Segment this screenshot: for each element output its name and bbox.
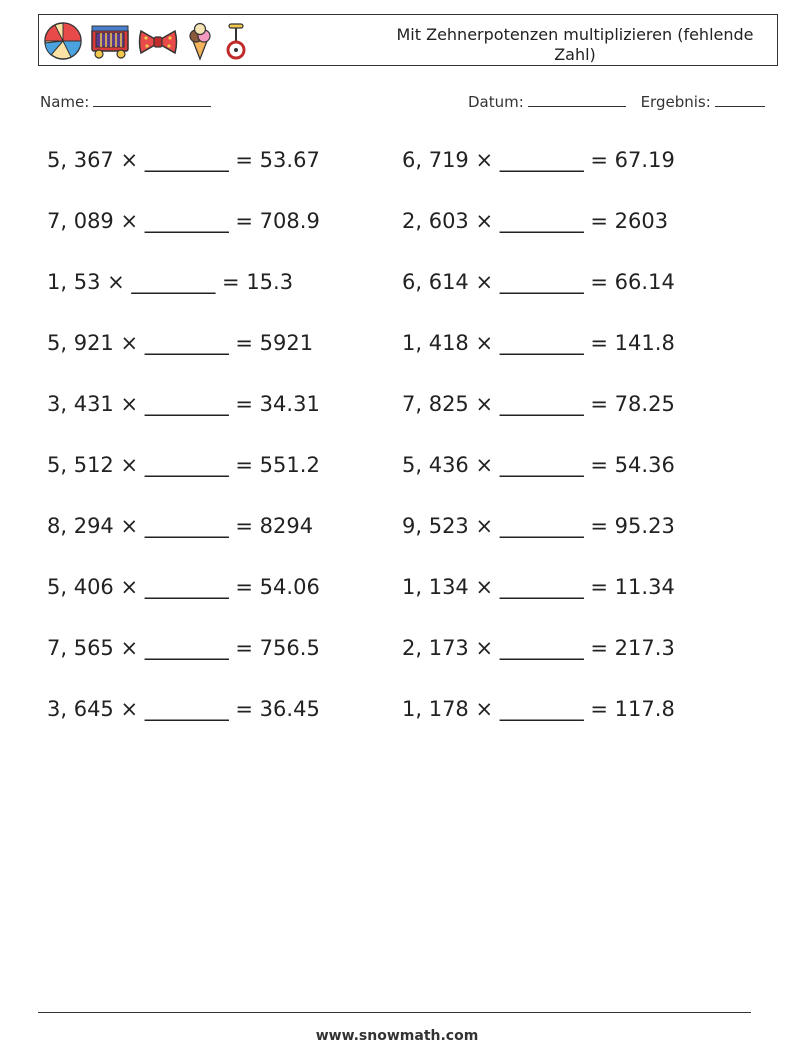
problem-row (0, 323, 794, 384)
problem: 7, 825 × ________ = 78.25 (402, 392, 675, 416)
problem: 1, 178 × ________ = 117.8 (402, 697, 675, 721)
problem-row (0, 262, 794, 323)
problem: 6, 614 × ________ = 66.14 (402, 270, 675, 294)
problem: 5, 512 × ________ = 551.2 (47, 453, 320, 477)
circus-wagon-icon (89, 21, 131, 61)
date-label: Datum: (468, 93, 524, 111)
problem: 5, 921 × ________ = 5921 (47, 331, 314, 355)
problem-row (0, 567, 794, 628)
problem: 3, 431 × ________ = 34.31 (47, 392, 320, 416)
unicycle-icon (221, 21, 251, 61)
problem: 3, 645 × ________ = 36.45 (47, 697, 320, 721)
problem-row (0, 384, 794, 445)
footer-divider (38, 1012, 751, 1013)
result-label: Ergebnis: (640, 93, 711, 111)
problem: 1, 134 × ________ = 11.34 (402, 575, 675, 599)
name-field (40, 92, 211, 111)
problem-row (0, 628, 794, 689)
footer-url: www.snowmath.com (315, 1028, 479, 1044)
beach-ball-icon (43, 21, 83, 61)
bow-tie-icon (137, 21, 179, 61)
problem: 6, 719 × ________ = 67.19 (402, 148, 675, 172)
problem: 5, 436 × ________ = 54.36 (402, 453, 675, 477)
problem-row (0, 506, 794, 567)
problem-row (0, 689, 794, 750)
problem: 5, 406 × ________ = 54.06 (47, 575, 320, 599)
header-icons (43, 21, 251, 61)
problem-grid (0, 140, 794, 750)
problem: 1, 418 × ________ = 141.8 (402, 331, 675, 355)
problem: 1, 53 × ________ = 15.3 (47, 270, 294, 294)
problem: 2, 173 × ________ = 217.3 (402, 636, 675, 660)
problem-row (0, 201, 794, 262)
problem: 8, 294 × ________ = 8294 (47, 514, 314, 538)
problem-row (0, 445, 794, 506)
date-result-fields (468, 92, 765, 111)
name-blank[interactable] (93, 92, 211, 107)
header-box (38, 14, 778, 66)
worksheet-title: Mit Zehnerpotenzen multiplizieren (fehlende Zahl) (396, 25, 754, 64)
problem: 7, 089 × ________ = 708.9 (47, 209, 320, 233)
date-blank[interactable] (528, 92, 626, 107)
result-blank[interactable] (715, 92, 765, 107)
problem: 7, 565 × ________ = 756.5 (47, 636, 320, 660)
problem: 2, 603 × ________ = 2603 (402, 209, 669, 233)
name-label: Name: (40, 93, 90, 111)
problem: 9, 523 × ________ = 95.23 (402, 514, 675, 538)
problem-row (0, 140, 794, 201)
problem: 5, 367 × ________ = 53.67 (47, 148, 320, 172)
ice-cream-icon (185, 21, 215, 61)
